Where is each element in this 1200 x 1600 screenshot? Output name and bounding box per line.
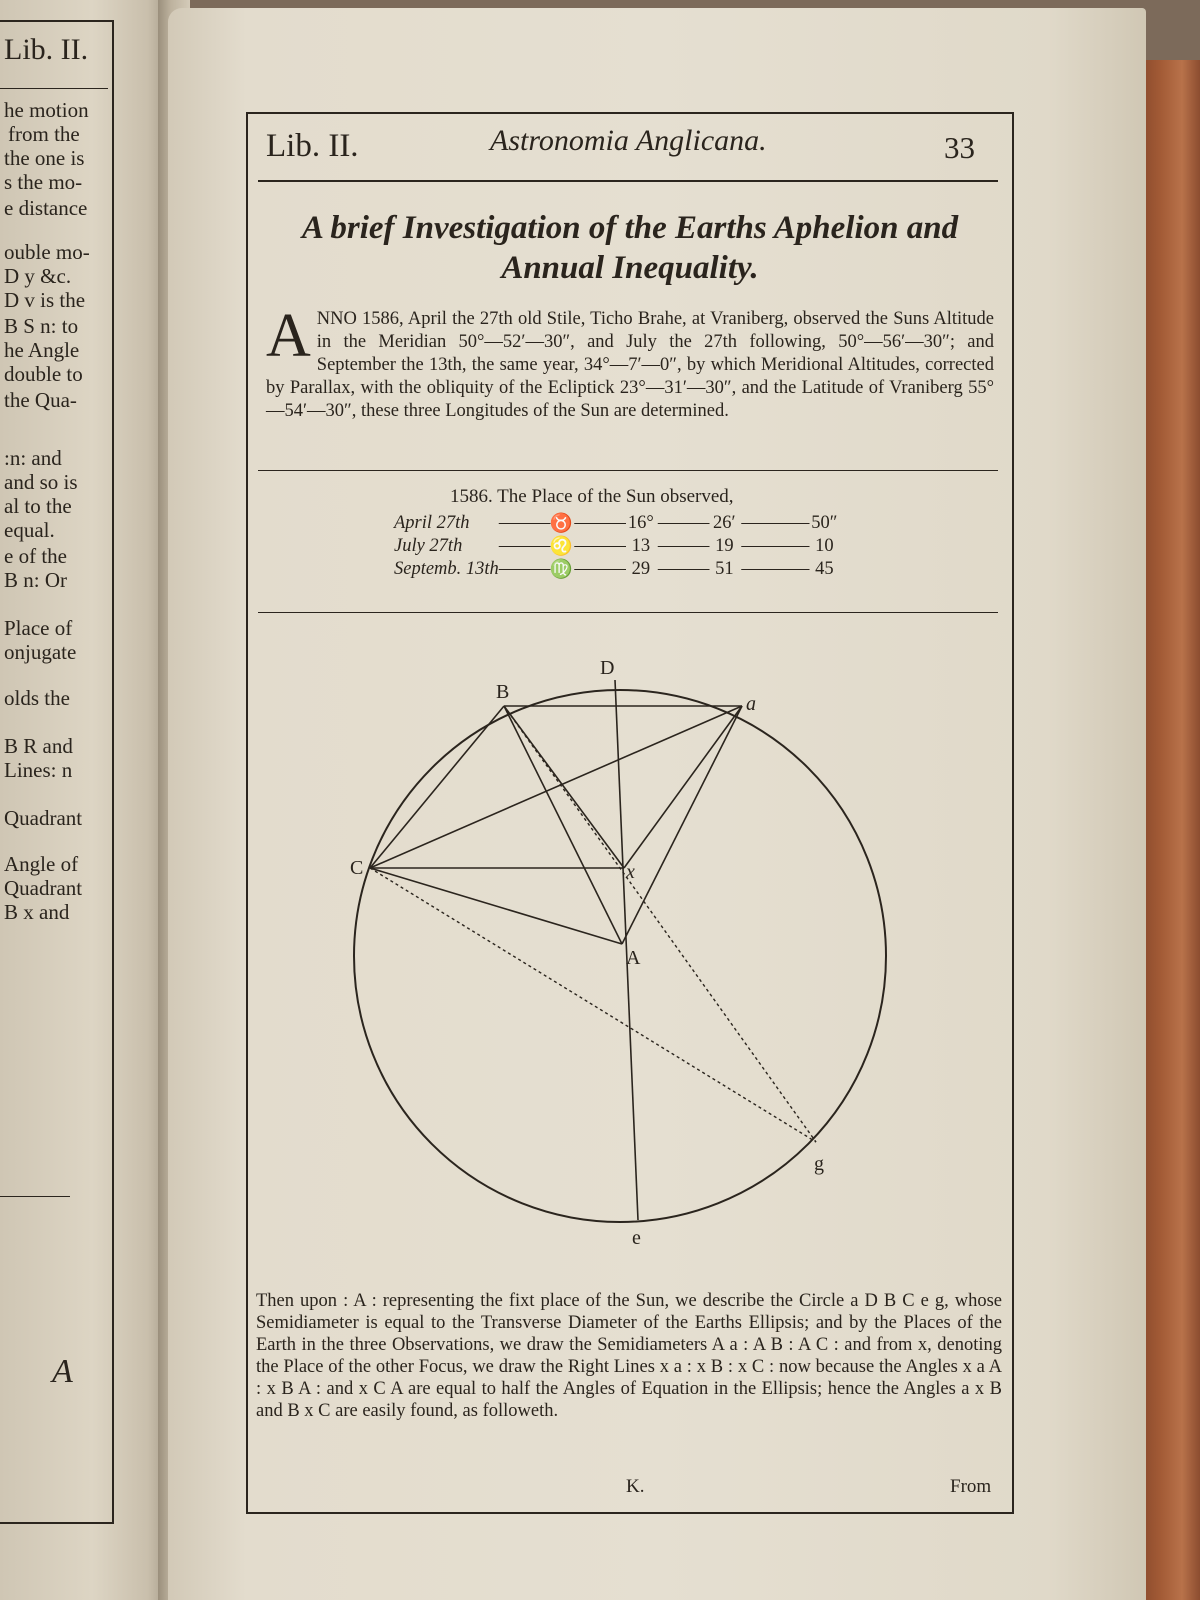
obs-degrees: 13 xyxy=(631,536,651,556)
observation-table xyxy=(394,512,841,581)
leader-dash: ——— xyxy=(498,513,549,533)
drop-cap: A xyxy=(266,302,311,370)
table-top-rule xyxy=(258,470,998,471)
left-line: Angle of xyxy=(4,852,79,876)
signature-mark: K. xyxy=(626,1476,645,1497)
line-a-x xyxy=(624,706,742,868)
leader-dash: ——— xyxy=(574,559,624,579)
label-a: a xyxy=(746,693,756,715)
left-line: e distance xyxy=(4,196,88,220)
left-line: e of the xyxy=(4,544,67,568)
section-heading-line-2: Annual Inequality. xyxy=(501,250,759,286)
left-line: he motion xyxy=(4,98,89,122)
obs-degrees: 29 xyxy=(631,559,651,579)
obs-minutes: 51 xyxy=(715,559,734,579)
table-row xyxy=(394,512,841,535)
header-rule xyxy=(258,180,998,182)
observation-table-title: 1586. The Place of the Sun observed, xyxy=(450,486,734,507)
catchword: From xyxy=(950,1476,992,1497)
leader-dash: ——— xyxy=(657,513,708,533)
left-line: al to the xyxy=(4,494,72,518)
leader-dash: ——— xyxy=(574,536,624,556)
left-line: Quadrant xyxy=(4,806,83,830)
label-e: e xyxy=(632,1227,641,1249)
left-line: B R and xyxy=(4,734,73,758)
left-line: B x and xyxy=(4,900,70,924)
left-line: he Angle xyxy=(4,338,80,362)
label-x: x xyxy=(626,861,635,883)
leader-dash: ——— xyxy=(657,559,708,579)
left-line: and so is xyxy=(4,470,78,494)
running-head-title: Astronomia Anglicana. xyxy=(490,124,767,157)
line-B-A xyxy=(504,706,622,944)
leader-dash: ———— xyxy=(741,513,808,533)
left-line: :n: and xyxy=(4,446,62,470)
obs-seconds: 50″ xyxy=(811,513,838,533)
left-line: B S n: to xyxy=(4,314,79,338)
zodiac-sign: ♌ xyxy=(549,537,573,557)
left-footnote-rule xyxy=(0,1196,70,1197)
left-line: double to xyxy=(4,362,83,386)
table-bottom-rule xyxy=(258,612,998,613)
left-line: s the mo- xyxy=(4,170,83,194)
intro-text: NNO 1586, April the 27th old Stile, Ticho Brahe, at Vraniberg, observed the Suns Altitude in the Meridian 50°—52′—30″, and July the 27th following, 50°—56′—30″; and September the 13th, the same year, 34°—7′—0″, by which Meridional Altitudes, corrected by Parallax, with the obliquity of the Ecliptick 23°—31′—30″, and the Latitude of Vraniberg 55°—54′—30″, these three Longitudes of the Sun are determined. xyxy=(266,309,994,421)
line-C-a xyxy=(370,706,742,868)
left-line: D y &c. xyxy=(4,264,72,288)
running-head-book: Lib. II. xyxy=(266,128,359,164)
zodiac-sign: ♍ xyxy=(549,560,573,580)
obs-date: Septemb. 13th xyxy=(394,559,499,579)
table-row xyxy=(394,535,841,558)
left-line: D v is the xyxy=(4,288,86,312)
left-header-rule xyxy=(0,88,108,89)
obs-minutes: 26′ xyxy=(713,513,736,533)
label-D: D xyxy=(600,657,615,679)
leather-cover xyxy=(1140,60,1200,1600)
label-C: C xyxy=(350,857,364,879)
left-signature-letter: A xyxy=(52,1353,73,1390)
left-line: ouble mo- xyxy=(4,240,90,264)
left-line: Quadrant xyxy=(4,876,83,900)
left-line: B n: Or xyxy=(4,568,67,592)
left-line: the one is xyxy=(4,146,85,170)
intro-paragraph xyxy=(266,302,994,423)
line-C-B xyxy=(370,706,504,868)
left-line: Lines: n xyxy=(4,758,73,782)
line-a-A xyxy=(622,706,742,944)
obs-seconds: 10 xyxy=(815,536,834,556)
left-line: from the xyxy=(8,122,80,146)
leader-dash: ——— xyxy=(498,536,549,556)
label-g: g xyxy=(814,1153,824,1175)
leader-dash: ——— xyxy=(498,559,549,579)
leader-dash: ——— xyxy=(657,536,708,556)
leader-dash: ———— xyxy=(741,536,808,556)
leader-dash: ——— xyxy=(574,513,624,533)
left-page-header: Lib. II. xyxy=(4,33,89,66)
left-line: onjugate xyxy=(4,640,77,664)
geometric-diagram xyxy=(246,640,1010,1280)
left-line: the Qua- xyxy=(4,388,77,412)
label-A: A xyxy=(626,947,641,969)
section-heading-line-1: A brief Investigation of the Earths Aphelion and xyxy=(301,210,959,246)
closing-paragraph: Then upon : A : representing the fixt place of the Sun, we describe the Circle a D B C e g, whose Semidiameter is equal to the Transverse Diameter of the Earths Ellipsis; and by the Places of the Earth in the three Observations, we draw the Semidiameters A a : A B : A C : and from x, denoting the Place of the other Focus, we draw the Right Lines x a : x B : x C : now because the Angles x a A : x B A : and x C A are equal to half the Angles of Equation in the Ellipsis; hence the Angles a x B and B x C are easily found, as followeth. xyxy=(256,1291,1002,1421)
left-page xyxy=(0,0,168,1600)
dotted-line-B-g xyxy=(504,706,816,1142)
obs-date: July 27th xyxy=(394,536,463,556)
page-number: 33 xyxy=(944,130,975,165)
line-C-A xyxy=(370,868,622,944)
table-row xyxy=(394,558,841,581)
obs-minutes: 19 xyxy=(715,536,734,556)
left-line: Place of xyxy=(4,616,73,640)
left-line: equal. xyxy=(4,518,55,542)
zodiac-sign: ♉ xyxy=(549,514,573,534)
leader-dash: ———— xyxy=(741,559,808,579)
obs-degrees: 16° xyxy=(627,513,654,533)
dotted-line-C-g xyxy=(370,868,816,1142)
obs-date: April 27th xyxy=(394,513,470,533)
label-B: B xyxy=(496,681,510,703)
ellipse-circle xyxy=(354,690,886,1222)
section-heading xyxy=(290,208,970,288)
obs-seconds: 45 xyxy=(815,559,834,579)
left-line: olds the xyxy=(4,686,70,710)
